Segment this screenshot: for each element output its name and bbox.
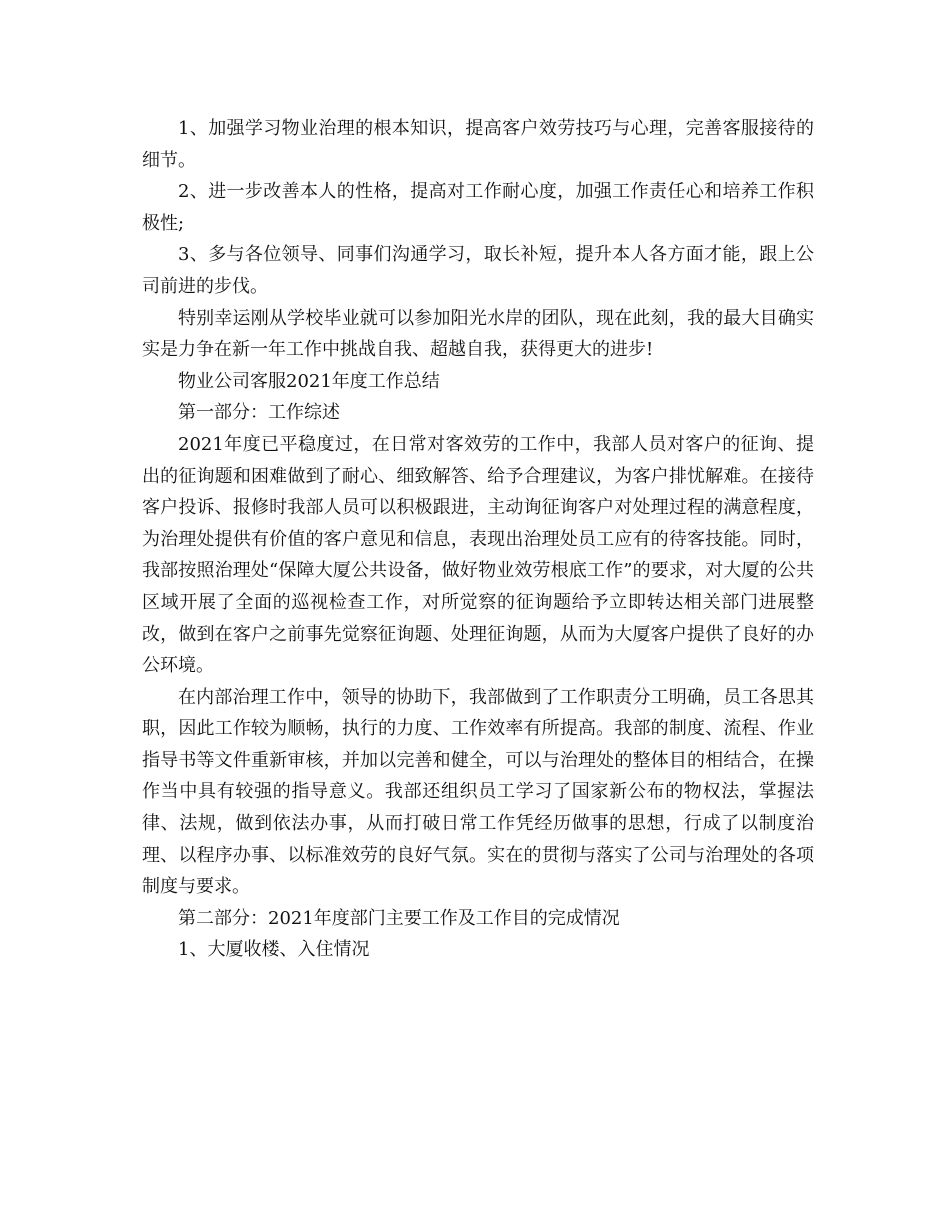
document-body <box>142 113 814 966</box>
paragraph-internal-management: 在内部治理工作中，领导的协助下，我部做到了工作职责分工明确，员工各思其职，因此工作较为顺畅，执行的力度、工作效率有所提高。我部的制度、流程、作业指导书等文件重新审核，并加以完善和健全，可以与治理处的整体目的相结合，在操作当中具有较强的指导意义。我部还组织员工学习了国家新公布的物权法，掌握法律、法规，做到依法办事，从而打破日常工作凭经历做事的思想，行成了以制度治理、以程序办事、以标准效劳的良好气氛。实在的贯彻与落实了公司与治理处的各项制度与要求。 <box>142 686 814 898</box>
paragraph-lucky-team: 特别幸运刚从学校毕业就可以参加阳光水岸的团队，现在此刻，我的最大目确实实是力争在新一年工作中挑战自我、超越自我，获得更大的进步! <box>142 307 814 361</box>
section-title-annual-summary: 物业公司客服2021年度工作总结 <box>178 370 440 392</box>
paragraph-improve-knowledge: 1、加强学习物业治理的根本知识，提高客户效劳技巧与心理，完善客服接待的细节。 <box>142 118 814 171</box>
paragraph-customer-service: 2021年度已平稳度过，在日常对客效劳的工作中，我部人员对客户的征询、提出的征询题和困难做到了耐心、细致解答、给予合理建议，为客户排忧解难。在接待客户投诉、报修时我部人员可以积极跟进，主动询征询客户对处理过程的满意程度，为治理处提供有价值的客户意见和信息，表现出治理处员工应有的待客技能。同时，我部按照治理处“保障大厦公共设备，做好物业效劳根底工作”的要求，对大厦的公共区域开展了全面的巡视检查工作，对所觉察的征询题给予立即转达相关部门进展整改，做到在客户之前事先觉察征询题、处理征询题，从而为大厦客户提供了良好的办公环境。 <box>142 433 814 677</box>
section-heading-part-one: 第一部分：工作综述 <box>178 402 340 424</box>
paragraph-improve-character: 2、进一步改善本人的性格，提高对工作耐心度，加强工作责任心和培养工作积极性; <box>142 181 814 234</box>
paragraph-communicate: 3、多与各位领导、同事们沟通学习，取长补短，提升本人各方面才能，跟上公司前进的步伐。 <box>142 244 814 297</box>
section-heading-part-two: 第二部分：2021年度部门主要工作及工作目的完成情况 <box>178 907 620 929</box>
subsection-heading-move-in: 1、大厦收楼、入住情况 <box>178 939 370 961</box>
